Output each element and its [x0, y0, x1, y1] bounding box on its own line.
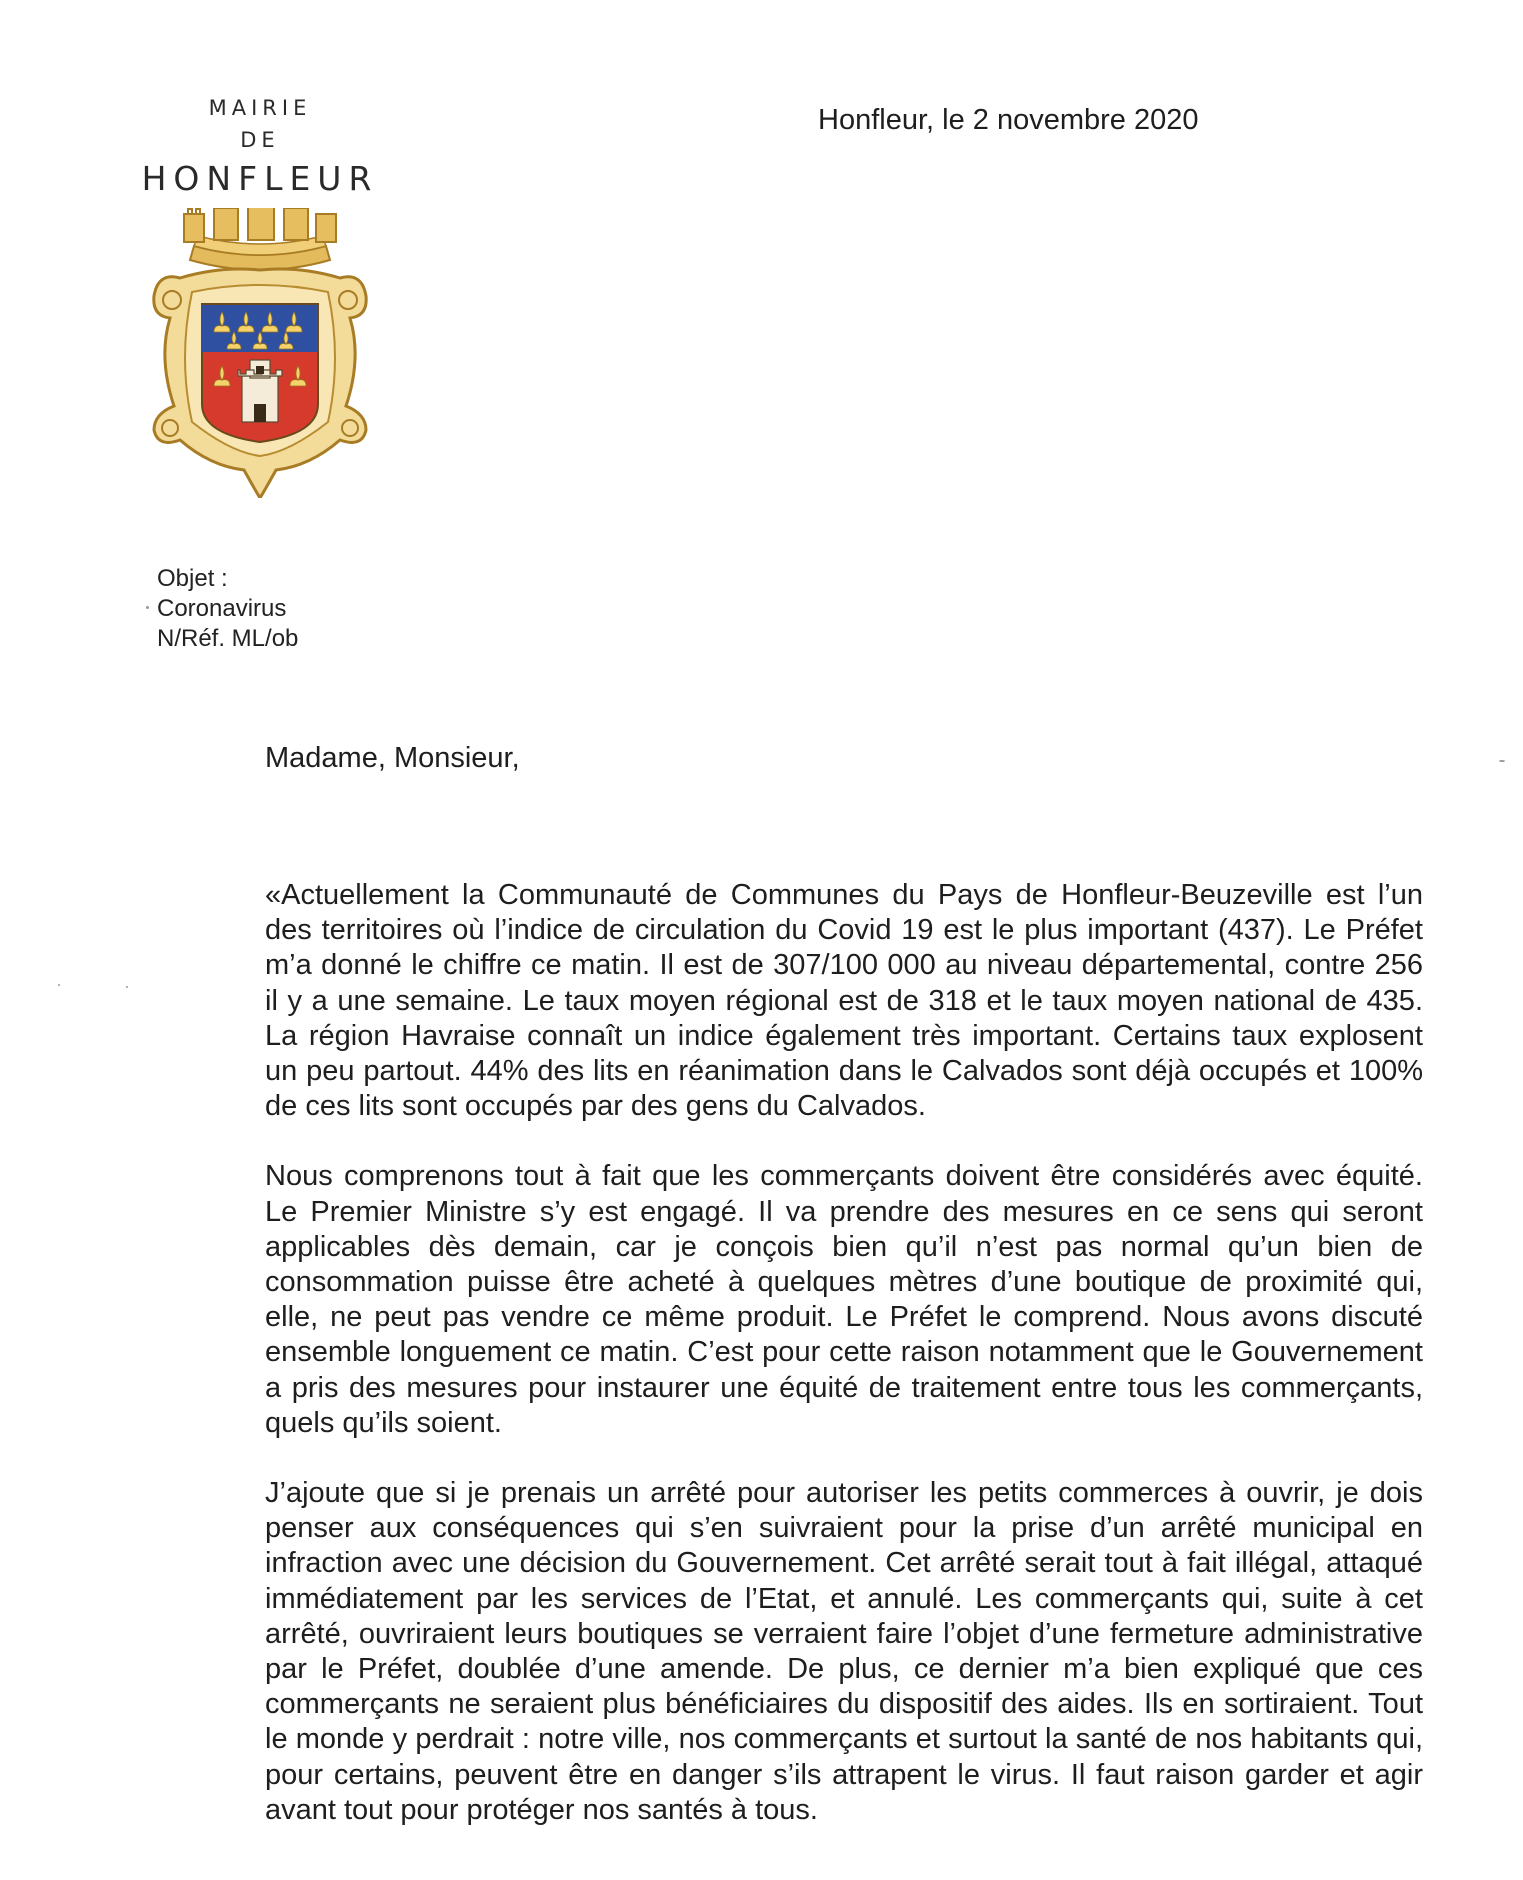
salutation: Madame, Monsieur, — [265, 742, 520, 774]
object-label: Objet : — [157, 565, 228, 592]
scan-speck — [126, 986, 128, 988]
letterhead-mairie: MAIRIE — [208, 96, 312, 120]
coat-of-arms-icon — [150, 208, 370, 498]
object-block — [157, 564, 298, 654]
object-subject: Coronavirus — [157, 595, 287, 622]
letter-body — [265, 878, 1423, 1863]
body-paragraph-2: Nous comprenons tout à fait que les commerçants doivent être considérés avec équité. Le Premier Ministre s’y est engagé. Il va prendre des mesures en ce sens qui seront applicables dès demain, car je conçois bien qu’il n’est pas normal qu’un bien de consommation puisse être acheté à quelques mètres d’une boutique de proximité qui, elle, ne peut pas vendre ce même produit. Le Préfet le comprend. Nous avons discuté ensemble longuement ce matin. C’est pour cette raison notamment que le Gouvernement a pris des mesures pour instaurer une équité de traitement entre tous les commerçants, quels qu’ils soient. — [265, 1160, 1423, 1439]
body-paragraph-3: J’ajoute que si je prenais un arrêté pour autoriser les petits commerces à ouvrir, je dois penser aux conséquences qui s’en suivraient pour la prise d’un arrêté municipal en infraction avec une décision du Gouvernement. Cet arrêté serait tout à fait illégal, attaqué immédiatement par les services de l’Etat, et annulé. Les commerçants qui, suite à cet arrêté, ouvriraient leurs boutiques se verraient faire l’objet d’une fermeture administrative par le Préfet, doublée d’une amende. De plus, ce dernier m’a bien expliqué que ces commerçants ne seraient plus bénéficiaires du dispositif des aides. Ils en sortiraient. Tout le monde y perdrait : notre ville, nos commerçants et surtout la santé de nos habitants qui, pour certains, peuvent être en danger s’ils attrapent le virus. Il faut raison garder et agir avant tout pour protéger nos santés à tous. — [265, 1477, 1423, 1826]
body-paragraph-1: «Actuellement la Communauté de Communes du Pays de Honfleur-Beuzeville est l’un des territoires où l’indice de circulation du Covid 19 est le plus important (437). Le Préfet m’a donné le chiffre ce matin. Il est de 307/100 000 au niveau départemental, contre 256 il y a une semaine. Le taux moyen régional est de 318 et le taux moyen national de 435. La région Havraise connaît un indice également très important. Certains taux explosent un peu partout. 44% des lits en réanimation dans le Calvados sont déjà occupés et 100% de ces lits sont occupés par des gens du Calvados. — [265, 879, 1423, 1123]
letterhead-town-name: HONFLEUR — [141, 159, 379, 198]
letterhead — [120, 92, 400, 200]
object-reference: N/Réf. ML/ob — [157, 625, 299, 652]
scan-speck — [1499, 760, 1505, 762]
scan-speck — [146, 606, 149, 609]
scan-speck — [58, 984, 60, 986]
letterhead-de: DE — [240, 128, 280, 152]
letter-date: Honfleur, le 2 novembre 2020 — [818, 104, 1199, 136]
